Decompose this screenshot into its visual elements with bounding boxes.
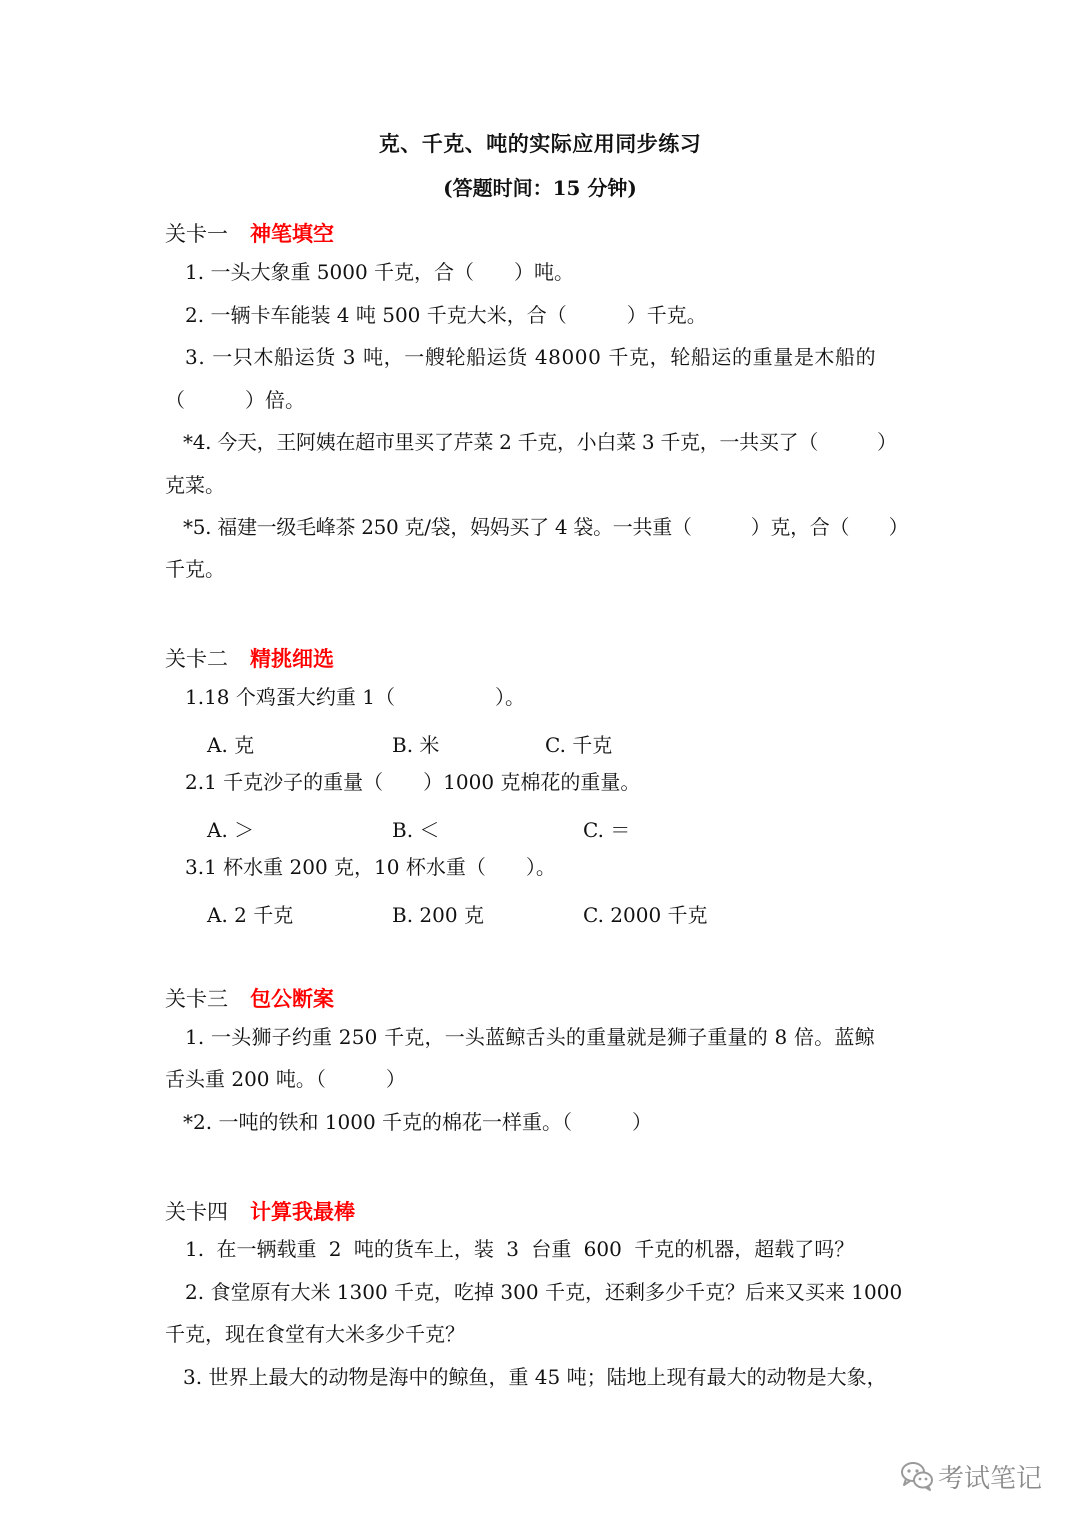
question-line: 1. 一头大象重 5000 千克，合（ ）吨。 (185, 260, 575, 284)
section-prefix: 关卡四 (165, 1200, 228, 1224)
section-2-heading (165, 643, 334, 673)
option-b: B. ＜ (392, 818, 440, 842)
option-a: A. ＞ (207, 818, 255, 842)
option-c: C. 2000 千克 (583, 903, 708, 927)
section-name: 精挑细选 (250, 646, 334, 671)
section-3-heading (165, 983, 334, 1013)
section-name: 计算我最棒 (250, 1199, 355, 1224)
choice-question: 2.1 千克沙子的重量（ ）1000 克棉花的重量。 (185, 770, 641, 794)
question-line: 2. 食堂原有大米 1300 千克，吃掉 300 千克，还剩多少千克？后来又买来 1000 (185, 1280, 903, 1304)
question-line: （ ）倍。 (165, 388, 305, 412)
question-line: 1. 在一辆载重 2 吨的货车上，装 3 台重 600 千克的机器，超载了吗？ (185, 1237, 855, 1261)
option-b: B. 200 克 (392, 903, 484, 927)
option-c: C. ＝ (583, 818, 631, 842)
page-title: 克、千克、吨的实际应用同步练习 (378, 131, 702, 156)
section-prefix: 关卡二 (165, 647, 228, 671)
option-a: A. 克 (207, 733, 255, 757)
question-line: *2. 一吨的铁和 1000 千克的棉花一样重。（ ） (183, 1110, 653, 1134)
choice-question: 1.18 个鸡蛋大约重 1（ ）。 (185, 685, 525, 709)
question-line: *5. 福建一级毛峰茶 250 克/袋，妈妈买了 4 袋。一共重（ ）克，合（ ） (183, 515, 909, 539)
watermark (900, 1458, 1060, 1498)
question-line: 3. 世界上最大的动物是海中的鲸鱼，重 45 吨；陆地上现有最大的动物是大象， (183, 1365, 887, 1389)
section-name: 包公断案 (250, 986, 334, 1011)
wechat-icon (900, 1460, 934, 1492)
option-c: C. 千克 (545, 733, 613, 757)
question-line: 克菜。 (165, 473, 225, 497)
section-prefix: 关卡三 (165, 987, 228, 1011)
option-b: B. 米 (392, 733, 440, 757)
section-1-heading (165, 218, 334, 248)
question-line: 2. 一辆卡车能装 4 吨 500 千克大米，合（ ）千克。 (185, 303, 707, 327)
question-line: *4. 今天，王阿姨在超市里买了芹菜 2 千克，小白菜 3 千克，一共买了（ ） (183, 430, 897, 454)
choice-question: 3.1 杯水重 200 克，10 杯水重（ ）。 (185, 855, 556, 879)
section-4-heading (165, 1196, 355, 1226)
question-line: 千克，现在食堂有大米多少千克？ (165, 1322, 465, 1346)
question-line: 舌头重 200 吨。（ ） (165, 1067, 406, 1091)
question-line: 3. 一只木船运货 3 吨，一艘轮船运货 48000 千克，轮船运的重量是木船的 (185, 345, 877, 369)
watermark-text: 考试笔记 (938, 1464, 1043, 1494)
section-name: 神笔填空 (250, 221, 334, 246)
section-prefix: 关卡一 (165, 222, 228, 246)
option-a: A. 2 千克 (207, 903, 294, 927)
page-subtitle: (答题时间：15 分钟) (443, 176, 637, 200)
question-line: 1. 一头狮子约重 250 千克，一头蓝鲸舌头的重量就是狮子重量的 8 倍。蓝鲸 (185, 1025, 875, 1049)
question-line: 千克。 (165, 557, 225, 581)
